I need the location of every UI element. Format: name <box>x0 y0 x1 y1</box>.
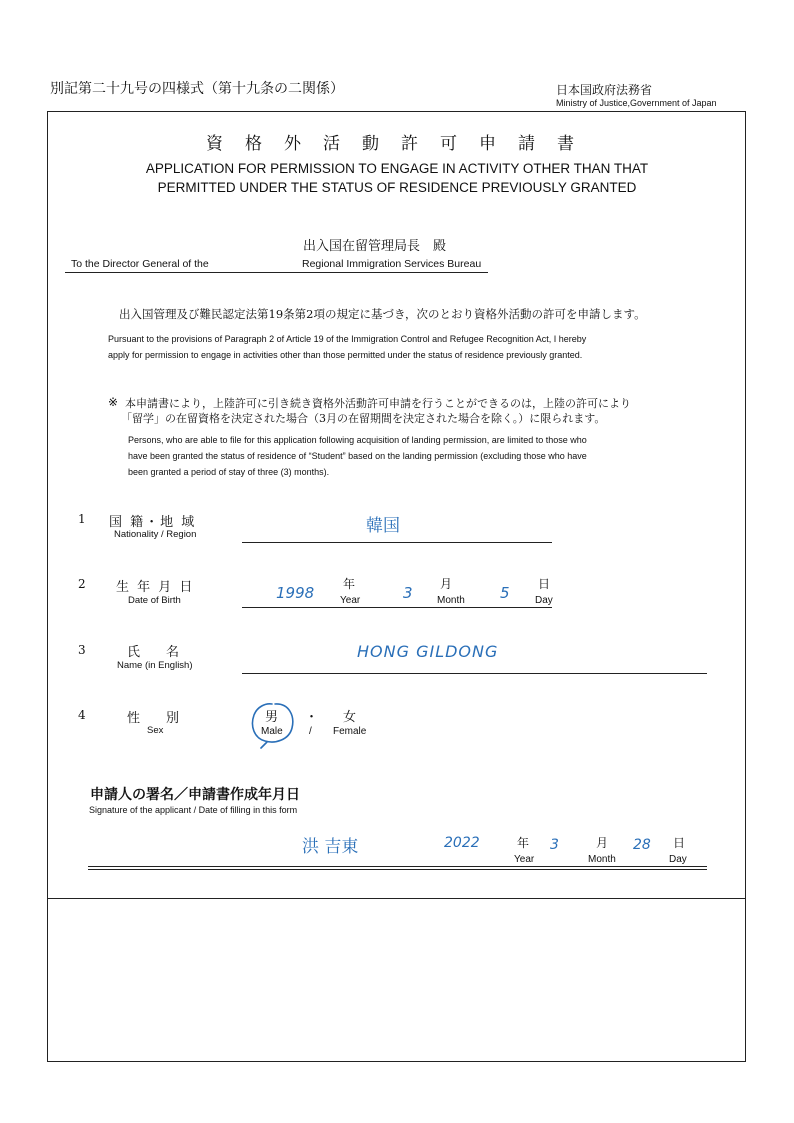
nationality-value[interactable]: 韓国 <box>366 516 400 536</box>
name-label-jp: 氏 名 <box>127 645 180 660</box>
ministry-jp: 日本国政府法務省 <box>556 83 653 97</box>
signature-day-jp: 日 <box>673 836 686 850</box>
name-underline <box>242 673 707 674</box>
title-jp: 資格外活動許可申請書 <box>206 134 596 154</box>
note-jp-line1: 本申請書により，上陸許可に引き続き資格外活動許可申請を行うことができるのは，上陸の許可により <box>125 397 631 410</box>
signature-heading-en: Signature of the applicant / Date of filling in this form <box>89 805 298 815</box>
nationality-label-jp: 国 籍・地 域 <box>109 515 197 530</box>
dob-year-en: Year <box>340 595 361 606</box>
signature-month-value[interactable]: 3 <box>550 837 559 853</box>
sex-separator-jp: ・ <box>305 710 319 725</box>
dob-year-value[interactable]: 1998 <box>276 584 315 602</box>
intro-en-line2: apply for permission to engage in activities other than those permitted under the status of residence previously granted. <box>108 350 583 360</box>
male-selection-circle <box>245 698 301 752</box>
signature-underline-1 <box>88 866 707 867</box>
ministry-en: Ministry of Justice,Government of Japan <box>556 98 717 108</box>
note-en-line3: been granted a period of stay of three (3) months). <box>128 467 330 477</box>
signature-heading-jp: 申請人の署名／申請書作成年月日 <box>90 786 300 802</box>
sex-male-en[interactable]: Male <box>261 726 283 737</box>
signature-day-en: Day <box>669 854 687 865</box>
form-reference: 別記第二十九号の四様式（第十九条の二関係） <box>50 81 344 97</box>
signature-year-jp: 年 <box>517 836 530 850</box>
nationality-underline <box>242 542 552 543</box>
signature-day-value[interactable]: 28 <box>633 837 651 853</box>
signature-year-en: Year <box>514 854 535 865</box>
dob-month-en: Month <box>437 595 465 606</box>
dob-month-jp: 月 <box>440 577 453 591</box>
field-number-4: 4 <box>78 708 86 722</box>
dob-day-en: Day <box>535 595 553 606</box>
signature-month-jp: 月 <box>596 836 609 850</box>
dob-day-jp: 日 <box>538 577 551 591</box>
signature-year-value[interactable]: 2022 <box>444 835 480 851</box>
dob-label-en: Date of Birth <box>128 595 181 606</box>
field-number-3: 3 <box>78 643 86 657</box>
dob-day-value[interactable]: 5 <box>500 584 510 602</box>
nationality-label-en: Nationality / Region <box>114 529 197 540</box>
dob-label-jp: 生 年 月 日 <box>116 580 195 595</box>
addressee-en-left: To the Director General of the <box>71 258 209 270</box>
title-en-line1: APPLICATION FOR PERMISSION TO ENGAGE IN ACTIVITY OTHER THAN THAT <box>145 161 649 176</box>
name-value[interactable]: HONG GILDONG <box>357 642 499 661</box>
note-jp-line2: 「留学」の在留資格を決定された場合（3月の在留期間を決定された場合を除く。）に限られます。 <box>121 412 606 425</box>
name-label-en: Name (in English) <box>117 660 193 671</box>
intro-jp: 出入国管理及び難民認定法第19条第2項の規定に基づき，次のとおり資格外活動の許可を申請します。 <box>119 307 646 321</box>
sex-separator-en: / <box>309 726 312 737</box>
addressee-en-right: Regional Immigration Services Bureau <box>302 258 482 270</box>
addressee-jp: 出入国在留管理局長 殿 <box>303 239 447 254</box>
note-mark: ※ <box>108 395 119 409</box>
intro-en-line1: Pursuant to the provisions of Paragraph 2 of Article 19 of the Immigration Control and Refugee Recognition Act, I hereby <box>108 334 587 344</box>
dob-year-jp: 年 <box>343 577 356 591</box>
sex-label-jp: 性 別 <box>127 711 180 726</box>
signature-underline-2 <box>88 869 707 870</box>
field-number-2: 2 <box>78 577 86 591</box>
form-divider <box>47 898 746 899</box>
signature-month-en: Month <box>588 854 616 865</box>
dob-month-value[interactable]: 3 <box>403 584 413 602</box>
note-en-line1: Persons, who are able to file for this application following acquisition of landing permission, are limited to those who <box>128 435 587 445</box>
dob-underline <box>242 607 552 608</box>
sex-male-jp[interactable]: 男 <box>265 710 279 725</box>
sex-label-en: Sex <box>147 725 164 736</box>
signature-name[interactable]: 洪 吉東 <box>302 837 359 857</box>
addressee-underline <box>65 272 488 273</box>
sex-female-jp[interactable]: 女 <box>343 710 357 725</box>
title-en-line2: PERMITTED UNDER THE STATUS OF RESIDENCE PREVIOUSLY GRANTED <box>157 180 637 195</box>
sex-female-en[interactable]: Female <box>333 726 367 737</box>
field-number-1: 1 <box>78 512 86 526</box>
note-en-line2: have been granted the status of residence of “Student” based on the landing permission (excluding those who have <box>128 451 587 461</box>
